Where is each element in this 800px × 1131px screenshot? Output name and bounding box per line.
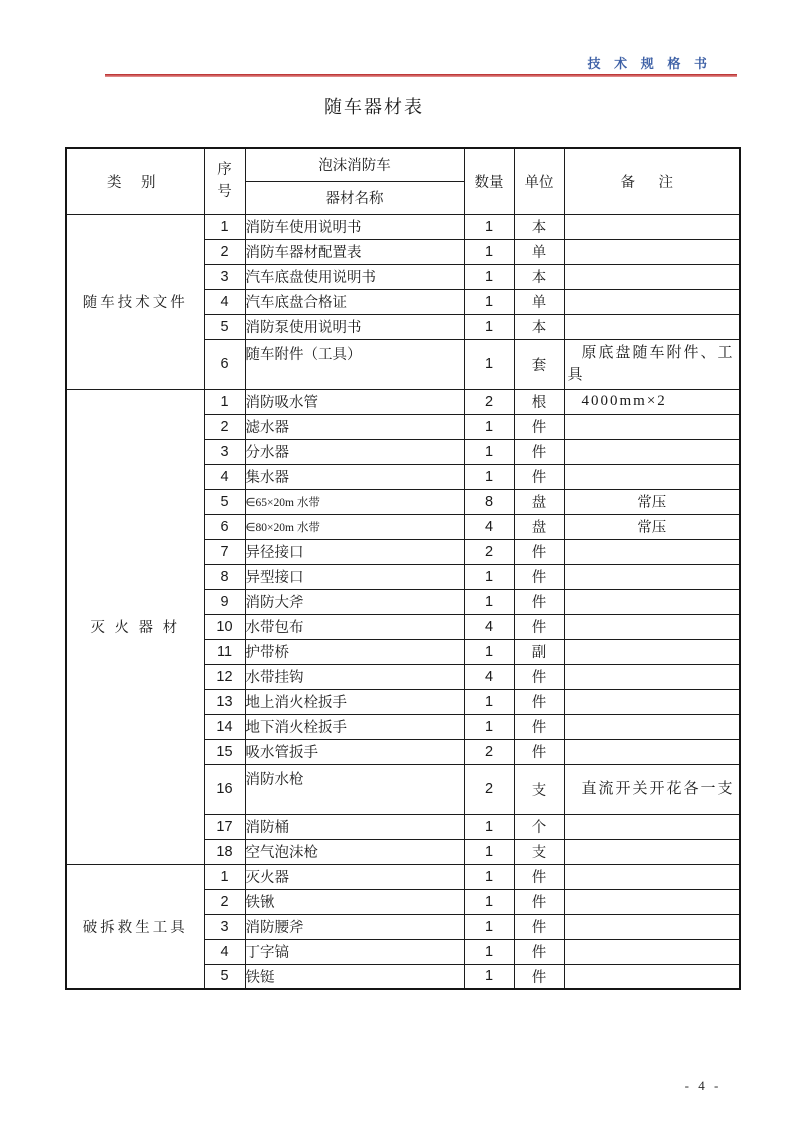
remark-cell	[564, 739, 740, 764]
remark-cell: 原底盘随车附件、工具	[564, 339, 740, 389]
unit-cell: 个	[514, 814, 564, 839]
equipment-name-cell: 汽车底盘合格证	[245, 289, 464, 314]
equipment-name-cell: 随车附件（工具）	[245, 339, 464, 389]
serial-cell: 2	[204, 889, 245, 914]
serial-cell: 7	[204, 539, 245, 564]
unit-cell: 支	[514, 764, 564, 814]
serial-cell: 6	[204, 339, 245, 389]
serial-cell: 4	[204, 939, 245, 964]
remark-cell	[564, 964, 740, 989]
unit-cell: 件	[514, 914, 564, 939]
equipment-name-cell: 护带桥	[245, 639, 464, 664]
serial-cell: 3	[204, 439, 245, 464]
remark-cell	[564, 264, 740, 289]
quantity-cell: 1	[464, 914, 514, 939]
serial-cell: 16	[204, 764, 245, 814]
category-cell: 灭 火 器 材	[66, 389, 204, 864]
unit-cell: 套	[514, 339, 564, 389]
quantity-cell: 2	[464, 539, 514, 564]
equipment-name-cell: 消防水枪	[245, 764, 464, 814]
equipment-name-cell: 铁锹	[245, 889, 464, 914]
unit-cell: 件	[514, 689, 564, 714]
quantity-cell: 2	[464, 739, 514, 764]
equipment-name-cell: 消防车使用说明书	[245, 214, 464, 239]
equipment-name-cell: 消防腰斧	[245, 914, 464, 939]
serial-cell: 1	[204, 864, 245, 889]
quantity-cell: 1	[464, 714, 514, 739]
remark-cell	[564, 289, 740, 314]
remark-cell	[564, 464, 740, 489]
remark-cell	[564, 589, 740, 614]
quantity-cell: 1	[464, 864, 514, 889]
unit-cell: 件	[514, 564, 564, 589]
unit-cell: 根	[514, 389, 564, 414]
remark-cell	[564, 439, 740, 464]
remark-cell	[564, 939, 740, 964]
remark-cell	[564, 689, 740, 714]
unit-cell: 盘	[514, 489, 564, 514]
quantity-cell: 1	[464, 889, 514, 914]
serial-cell: 4	[204, 464, 245, 489]
unit-cell: 本	[514, 264, 564, 289]
equipment-name-cell: ∈65×20m 水带	[245, 489, 464, 514]
unit-cell: 件	[514, 439, 564, 464]
remark-cell	[564, 539, 740, 564]
quantity-cell: 8	[464, 489, 514, 514]
quantity-cell: 1	[464, 314, 514, 339]
col-header-equipment-name: 器材名称	[245, 181, 464, 214]
serial-cell: 4	[204, 289, 245, 314]
serial-cell: 17	[204, 814, 245, 839]
quantity-cell: 1	[464, 964, 514, 989]
serial-cell: 15	[204, 739, 245, 764]
quantity-cell: 2	[464, 389, 514, 414]
serial-cell: 2	[204, 239, 245, 264]
remark-cell	[564, 214, 740, 239]
unit-cell: 件	[514, 864, 564, 889]
remark-cell	[564, 639, 740, 664]
serial-cell: 8	[204, 564, 245, 589]
equipment-name-cell: 集水器	[245, 464, 464, 489]
serial-cell: 14	[204, 714, 245, 739]
unit-cell: 件	[514, 889, 564, 914]
remark-cell	[564, 714, 740, 739]
unit-cell: 件	[514, 589, 564, 614]
equipment-name-cell: 地下消火栓扳手	[245, 714, 464, 739]
header-rule	[105, 74, 737, 77]
equipment-name-cell: 消防吸水管	[245, 389, 464, 414]
unit-cell: 支	[514, 839, 564, 864]
equipment-table-header	[66, 148, 740, 214]
serial-cell: 3	[204, 264, 245, 289]
equipment-name-cell: 滤水器	[245, 414, 464, 439]
serial-cell: 3	[204, 914, 245, 939]
remark-cell	[564, 814, 740, 839]
quantity-cell: 4	[464, 664, 514, 689]
unit-cell: 本	[514, 314, 564, 339]
serial-cell: 1	[204, 389, 245, 414]
serial-cell: 2	[204, 414, 245, 439]
quantity-cell: 1	[464, 639, 514, 664]
remark-cell	[564, 914, 740, 939]
equipment-table-body	[66, 214, 740, 989]
serial-cell: 13	[204, 689, 245, 714]
quantity-cell: 1	[464, 239, 514, 264]
unit-cell: 件	[514, 739, 564, 764]
unit-cell: 盘	[514, 514, 564, 539]
serial-cell: 5	[204, 964, 245, 989]
table-row	[66, 389, 740, 414]
unit-cell: 件	[514, 939, 564, 964]
serial-header-text: 序号	[217, 161, 232, 201]
equipment-name-cell: 铁铤	[245, 964, 464, 989]
equipment-name-cell: ∈80×20m 水带	[245, 514, 464, 539]
serial-cell: 1	[204, 214, 245, 239]
serial-cell: 12	[204, 664, 245, 689]
serial-cell: 5	[204, 489, 245, 514]
remark-cell	[564, 614, 740, 639]
remark-cell	[564, 564, 740, 589]
remark-cell	[564, 664, 740, 689]
quantity-cell: 1	[464, 689, 514, 714]
serial-cell: 10	[204, 614, 245, 639]
col-header-vehicle-type: 泡沫消防车	[245, 148, 464, 181]
unit-cell: 副	[514, 639, 564, 664]
quantity-cell: 2	[464, 764, 514, 814]
equipment-name-cell: 消防车器材配置表	[245, 239, 464, 264]
header-row-1	[66, 148, 740, 181]
category-cell: 破拆救生工具	[66, 864, 204, 989]
col-header-unit: 单位	[514, 148, 564, 214]
quantity-cell: 4	[464, 614, 514, 639]
remark-cell	[564, 314, 740, 339]
unit-cell: 件	[514, 664, 564, 689]
doc-header-label: 技 术 规 格 书	[587, 56, 712, 71]
quantity-cell: 1	[464, 564, 514, 589]
serial-cell: 18	[204, 839, 245, 864]
unit-cell: 件	[514, 414, 564, 439]
table-row	[66, 214, 740, 239]
equipment-name-cell: 分水器	[245, 439, 464, 464]
unit-cell: 本	[514, 214, 564, 239]
unit-cell: 件	[514, 964, 564, 989]
table-row	[66, 864, 740, 889]
serial-cell: 5	[204, 314, 245, 339]
equipment-name-cell: 地上消火栓扳手	[245, 689, 464, 714]
unit-cell: 单	[514, 239, 564, 264]
quantity-cell: 1	[464, 214, 514, 239]
category-cell: 随车技术文件	[66, 214, 204, 389]
unit-cell: 件	[514, 539, 564, 564]
page-number: - 4 -	[684, 1078, 722, 1093]
equipment-name-cell: 消防泵使用说明书	[245, 314, 464, 339]
quantity-cell: 1	[464, 589, 514, 614]
serial-cell: 11	[204, 639, 245, 664]
remark-cell	[564, 839, 740, 864]
col-header-serial	[204, 148, 245, 214]
quantity-cell: 1	[464, 289, 514, 314]
unit-cell: 件	[514, 614, 564, 639]
equipment-name-cell: 消防桶	[245, 814, 464, 839]
equipment-name-cell: 丁字镐	[245, 939, 464, 964]
serial-cell: 9	[204, 589, 245, 614]
equipment-name-cell: 灭火器	[245, 864, 464, 889]
equipment-name-cell: 空气泡沫枪	[245, 839, 464, 864]
quantity-cell: 1	[464, 264, 514, 289]
quantity-cell: 1	[464, 339, 514, 389]
remark-cell: 直流开关开花各一支	[564, 764, 740, 814]
col-header-quantity: 数量	[464, 148, 514, 214]
equipment-name-cell: 异型接口	[245, 564, 464, 589]
equipment-name-cell: 水带包布	[245, 614, 464, 639]
serial-cell: 6	[204, 514, 245, 539]
equipment-name-cell: 汽车底盘使用说明书	[245, 264, 464, 289]
remark-cell	[564, 889, 740, 914]
remark-cell: 常压	[564, 514, 740, 539]
equipment-name-cell: 消防大斧	[245, 589, 464, 614]
remark-cell: 常压	[564, 489, 740, 514]
quantity-cell: 1	[464, 939, 514, 964]
quantity-cell: 1	[464, 414, 514, 439]
remark-cell	[564, 864, 740, 889]
unit-cell: 件	[514, 464, 564, 489]
quantity-cell: 1	[464, 439, 514, 464]
equipment-name-cell: 异径接口	[245, 539, 464, 564]
quantity-cell: 1	[464, 464, 514, 489]
remark-cell	[564, 414, 740, 439]
unit-cell: 件	[514, 714, 564, 739]
equipment-name-cell: 吸水管扳手	[245, 739, 464, 764]
unit-cell: 单	[514, 289, 564, 314]
col-header-remark: 备 注	[564, 148, 740, 214]
remark-cell	[564, 239, 740, 264]
equipment-name-cell: 水带挂钩	[245, 664, 464, 689]
remark-cell: 4000mm×2	[564, 389, 740, 414]
page-title: 随车器材表	[324, 97, 424, 117]
col-header-category: 类 别	[66, 148, 204, 214]
quantity-cell: 4	[464, 514, 514, 539]
quantity-cell: 1	[464, 839, 514, 864]
quantity-cell: 1	[464, 814, 514, 839]
equipment-table	[65, 147, 741, 990]
